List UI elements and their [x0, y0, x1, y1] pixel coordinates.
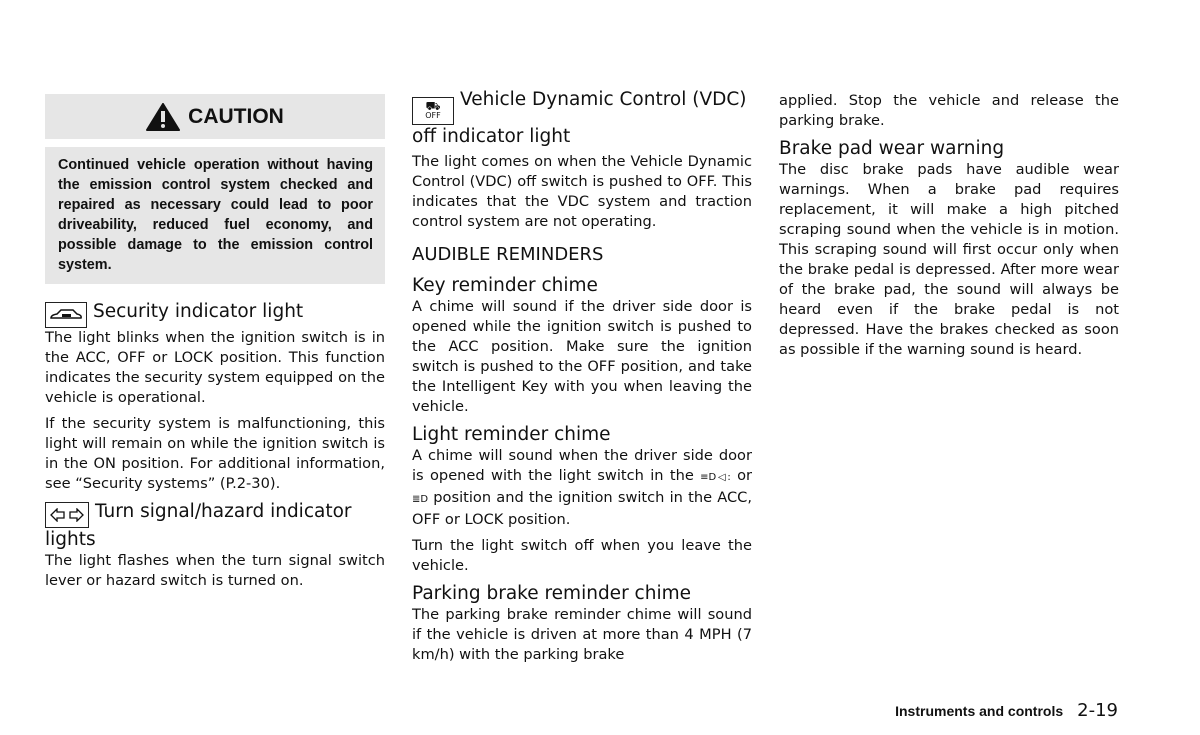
- parking-chime-heading: Parking brake reminder chime: [412, 583, 691, 604]
- security-paragraph-2: If the security system is malfunctioning, this light will remain on while the ignition switch is in the ON position. For additional information, see “Security systems” (P.2-30).: [45, 415, 385, 492]
- page-number: 2-19: [1077, 700, 1118, 721]
- column-2: [412, 88, 752, 671]
- brake-pad-paragraph-1: The disc brake pads have audible wear warnings. When a brake pad requires replacement, it will make a high pitched scraping sound when the vehicle is in motion. This scraping sound will first occur only when the brake pedal is depressed. After more wear of the brake pad, the sound will always be heard even if the brake pedal is not depressed. Have the brakes checked as soon as possible if the warning sound is heard.: [779, 161, 1119, 358]
- column-1: [45, 94, 385, 597]
- turn-paragraph-1: The light flashes when the turn signal switch lever or hazard switch is turned on.: [45, 552, 385, 589]
- key-chime-heading: Key reminder chime: [412, 275, 598, 296]
- parking-paragraph-1: The parking brake reminder chime will sound if the vehicle is driven at more than 4 MPH (7 km/h) with the parking brake: [412, 606, 752, 663]
- security-heading-text: Security indicator light: [93, 301, 304, 322]
- audible-reminders-heading: AUDIBLE REMINDERS: [412, 244, 604, 265]
- headlight-icon: ≣D: [412, 494, 429, 505]
- security-paragraph-1: The light blinks when the ignition switch is in the ACC, OFF or LOCK position. This function indicates the security system equipped on the vehicle is operational.: [45, 329, 385, 406]
- key-paragraph-1: A chime will sound if the driver side door is opened while the ignition switch is pushed to the ACC position. Make sure the ignition switch is pushed to the OFF position, and take the Intelligent Key with you when leaving the vehicle.: [412, 298, 752, 415]
- light-chime-heading: Light reminder chime: [412, 424, 611, 445]
- brake-pad-heading: Brake pad wear warning: [779, 138, 1005, 159]
- security-heading: [45, 300, 385, 328]
- vdc-heading-text: Vehicle Dynamic Control (VDC) off indicator light: [412, 89, 747, 147]
- security-car-icon: [45, 302, 87, 328]
- caution-header: [45, 94, 385, 139]
- vdc-paragraph-1: The light comes on when the Vehicle Dynamic Control (VDC) off switch is pushed to OFF. This indicates that the VDC system and traction control system are not operating.: [412, 153, 752, 230]
- turn-signal-arrows-icon: [45, 502, 89, 528]
- section-name: Instruments and controls: [895, 703, 1064, 719]
- vdc-heading: [412, 88, 752, 148]
- column-3: [779, 91, 1119, 366]
- page-footer: [895, 700, 1118, 721]
- light-paragraph-1: A chime will sound when the driver side door is opened with the light switch in the ≡D◁: or ≣D position and the ignition switch in the ACC, OFF or LOCK position.: [412, 447, 753, 528]
- vdc-off-icon: ⛟ OFF: [412, 97, 454, 125]
- turn-heading-text: Turn signal/hazard indicator lights: [45, 501, 352, 550]
- caution-text: Continued vehicle operation without having the emission control system checked and repaired as necessary could lead to poor driveability, reduced fuel economy, and possible damage to the emission control system.: [45, 147, 385, 284]
- caution-title: CAUTION: [188, 104, 284, 128]
- parking-light-icon: ≡D◁:: [700, 472, 731, 483]
- warning-triangle-icon: [146, 103, 180, 131]
- turn-signal-heading: [45, 500, 385, 551]
- light-paragraph-2: Turn the light switch off when you leave the vehicle.: [412, 537, 752, 574]
- parking-paragraph-continued: applied. Stop the vehicle and release the parking brake.: [779, 92, 1119, 129]
